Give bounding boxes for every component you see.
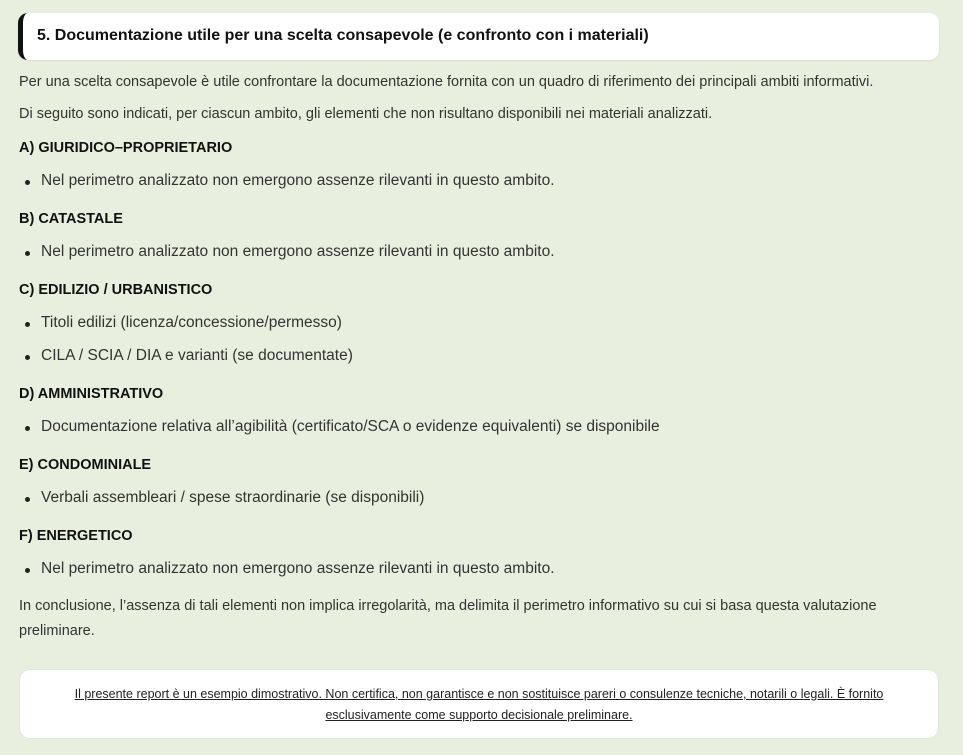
- intro-paragraph-2: Di seguito sono indicati, per ciascun ambito, gli elementi che non risultano disponibili nei materiali analizzati.: [19, 106, 713, 122]
- category-heading-f: F) ENERGETICO: [19, 528, 133, 544]
- list-item: Documentazione relativa all’agibilità (certificato/SCA o evidenze equivalenti) se disponibile: [41, 418, 660, 435]
- category-heading-e: E) CONDOMINIALE: [19, 457, 152, 473]
- category-heading-d: D) AMMINISTRATIVO: [19, 386, 164, 402]
- section-header: [18, 13, 939, 60]
- intro-paragraph-1: Per una scelta consapevole è utile confrontare la documentazione fornita con un quadro di riferimento dei principali ambiti informativi.: [19, 74, 874, 90]
- list-item: CILA / SCIA / DIA e varianti (se documentate): [41, 347, 353, 364]
- disclaimer-card: [20, 670, 938, 738]
- list-item: Titoli edilizi (licenza/concessione/permesso): [41, 314, 342, 331]
- list-item: Verbali assembleari / spese straordinarie (se disponibili): [41, 489, 425, 506]
- conclusion-paragraph: In conclusione, l’assenza di tali elementi non implica irregolarità, ma delimita il perimetro informativo su cui si basa questa valutazione preliminare.: [19, 598, 877, 639]
- list-item: Nel perimetro analizzato non emergono assenze rilevanti in questo ambito.: [41, 172, 555, 189]
- category-heading-b: B) CATASTALE: [19, 211, 123, 227]
- section-title: 5. Documentazione utile per una scelta consapevole (e confronto con i materiali): [37, 27, 649, 44]
- list-item: Nel perimetro analizzato non emergono assenze rilevanti in questo ambito.: [41, 560, 555, 577]
- list-item: Nel perimetro analizzato non emergono assenze rilevanti in questo ambito.: [41, 243, 555, 260]
- category-heading-a: A) GIURIDICO–PROPRIETARIO: [19, 140, 233, 156]
- category-heading-c: C) EDILIZIO / URBANISTICO: [19, 282, 213, 298]
- disclaimer-text: Il presente report è un esempio dimostrativo. Non certifica, non garantisce e non sostituisce pareri o consulenze tecniche, notarili o legali. È fornito esclusivamente come supporto decisionale preliminare.: [74, 687, 884, 722]
